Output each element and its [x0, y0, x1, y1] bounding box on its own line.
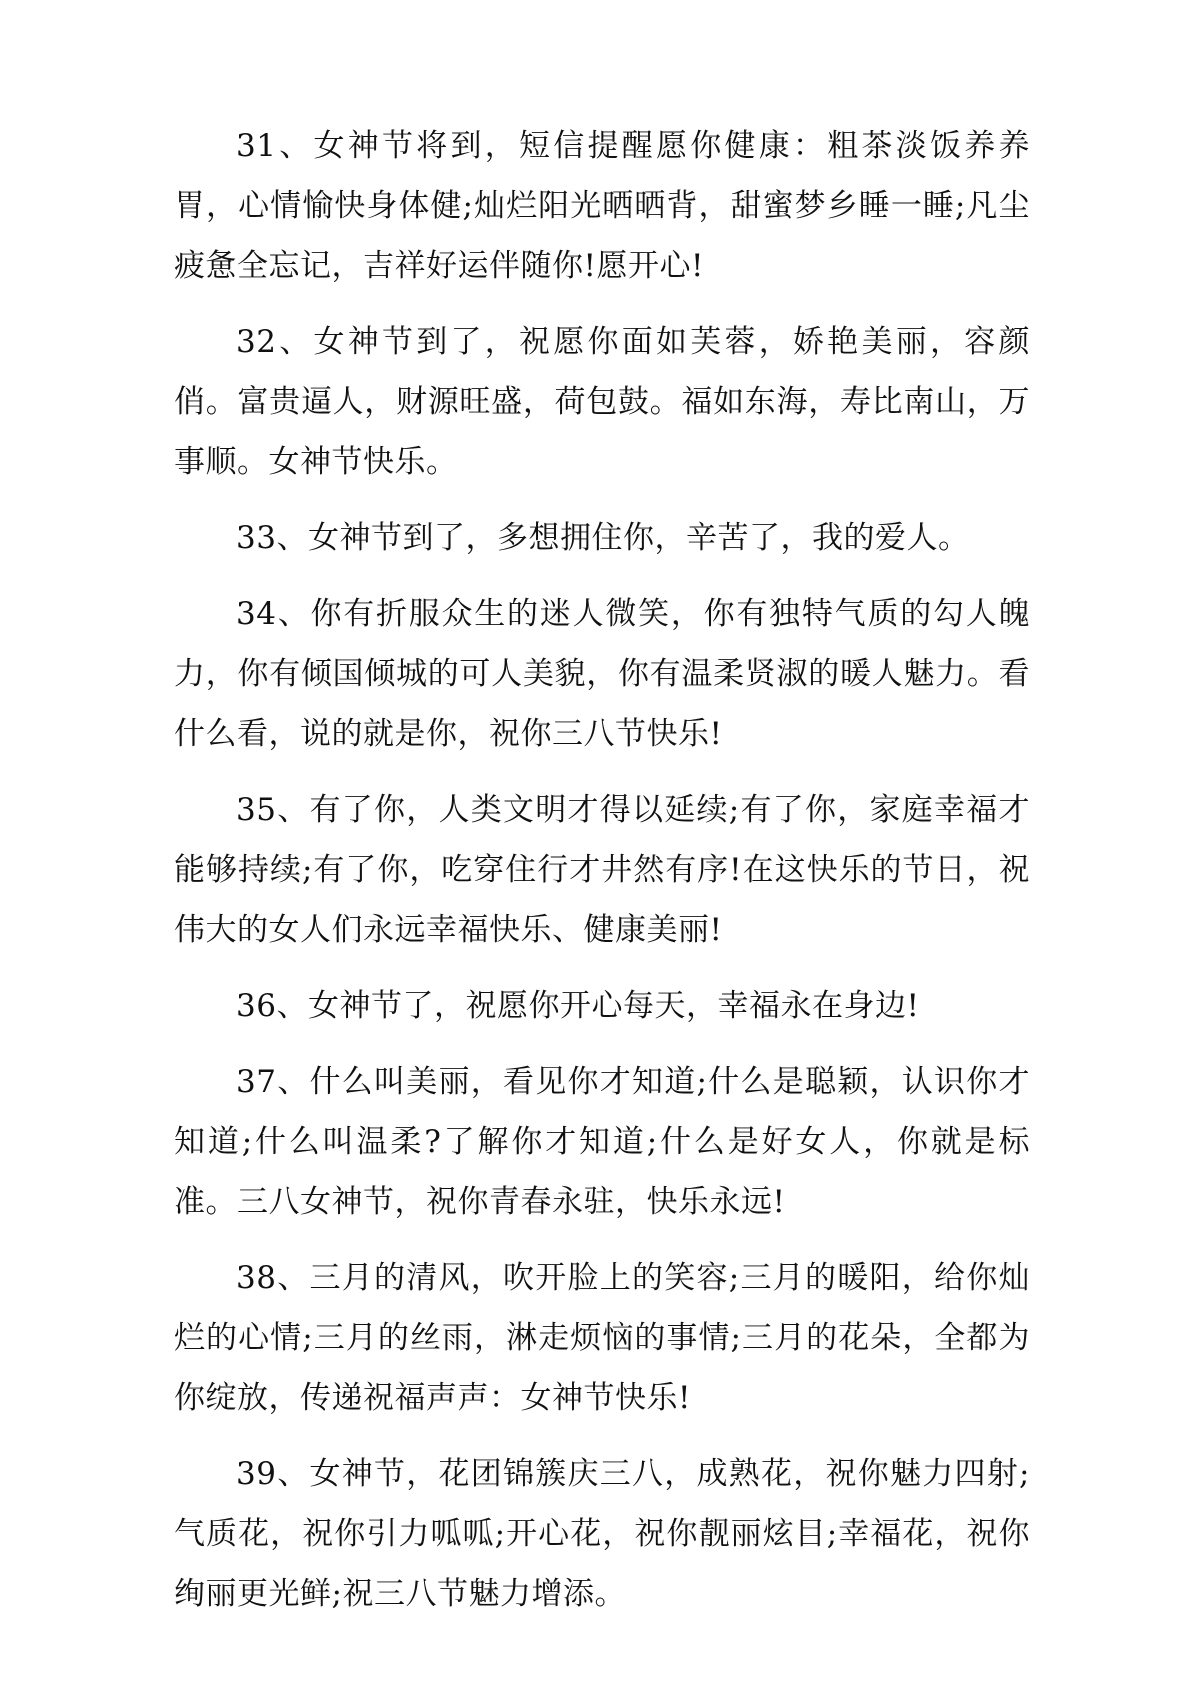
- paragraph-34: 34、你有折服众生的迷人微笑，你有独特气质的勾人魄力，你有倾国倾城的可人美貌，你有温柔贤淑的暖人魅力。看什么看，说的就是你，祝你三八节快乐!: [174, 596, 1030, 752]
- paragraph-35: 35、有了你，人类文明才得以延续;有了你，家庭幸福才能够持续;有了你，吃穿住行才井然有序!在这快乐的节日，祝伟大的女人们永远幸福快乐、健康美丽!: [174, 792, 1030, 948]
- paragraph-31: 31、女神节将到，短信提醒愿你健康：粗茶淡饭养养胃，心情愉快身体健;灿烂阳光晒晒背，甜蜜梦乡睡一睡;凡尘疲惫全忘记，吉祥好运伴随你!愿开心!: [174, 128, 1030, 284]
- document-body: [174, 116, 1030, 1640]
- paragraph-38: 38、三月的清风，吹开脸上的笑容;三月的暖阳，给你灿烂的心情;三月的丝雨，淋走烦恼的事情;三月的花朵，全都为你绽放，传递祝福声声：女神节快乐!: [174, 1260, 1030, 1416]
- paragraph-39: 39、女神节，花团锦簇庆三八，成熟花，祝你魅力四射;气质花，祝你引力呱呱;开心花，祝你靓丽炫目;幸福花，祝你绚丽更光鲜;祝三八节魅力增添。: [174, 1456, 1030, 1612]
- paragraph-36: 36、女神节了，祝愿你开心每天，幸福永在身边!: [236, 988, 920, 1024]
- paragraph-33: 33、女神节到了，多想拥住你，辛苦了，我的爱人。: [236, 520, 970, 556]
- paragraph-37: 37、什么叫美丽，看见你才知道;什么是聪颖，认识你才知道;什么叫温柔?了解你才知道;什么是好女人，你就是标准。三八女神节，祝你青春永驻，快乐永远!: [174, 1064, 1030, 1220]
- paragraph-32: 32、女神节到了，祝愿你面如芙蓉，娇艳美丽，容颜俏。富贵逼人，财源旺盛，荷包鼓。福如东海，寿比南山，万事顺。女神节快乐。: [174, 324, 1030, 480]
